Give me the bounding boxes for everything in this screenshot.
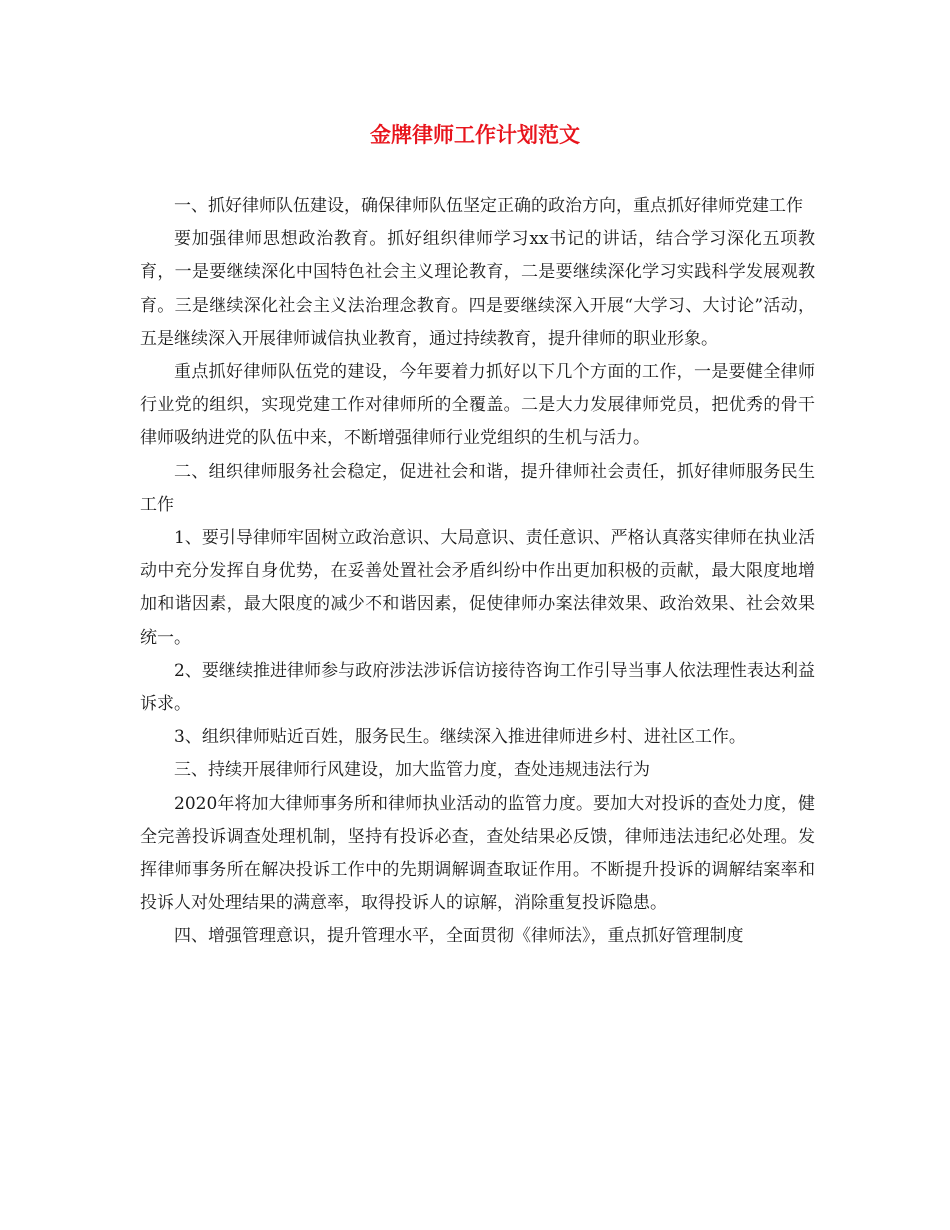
paragraph-8: 三、持续开展律师行风建设，加大监管力度，查处违规违法行为 (174, 760, 650, 781)
document-title: 金牌律师工作计划范文 (370, 122, 580, 147)
paragraph-1: 一、抓好律师队伍建设，确保律师队伍坚定正确的政治方向，重点抓好律师党建工作 (174, 196, 803, 216)
paragraph-4: 二、组织律师服务社会稳定，促进社会和谐，提升律师社会责任，抓好律师服务民生工作 (140, 461, 815, 515)
paragraph-3: 重点抓好律师队伍党的建设，今年要着力抓好以下几个方面的工作，一是要健全律师行业党的组织，实现党建工作对律师所的全覆盖。二是大力发展律师党员，把优秀的骨干律师吸纳进党的队伍中来，不断增强律师行业党组织的生机与活力。 (140, 362, 815, 449)
paragraph-5: 1、要引导律师牢固树立政治意识、大局意识、责任意识、严格认真落实律师在执业活动中充分发挥自身优势，在妥善处置社会矛盾纠纷中作出更加积极的贡献，最大限度地增加和谐因素，最大限度的减少不和谐因素，促使律师办案法律效果、政治效果、社会效果统一。 (140, 528, 815, 648)
paragraph-10: 四、增强管理意识，提升管理水平，全面贯彻《律师法》，重点抓好管理制度 (174, 926, 744, 947)
paragraph-9: 2020年将加大律师事务所和律师执业活动的监管力度。要加大对投诉的查处力度，健全完善投诉调查处理机制，坚持有投诉必查，查处结果必反馈，律师违法违纪必处理。发挥律师事务所在解决投诉工作中的先期调解调查取证作用。不断提升投诉的调解结案率和投诉人对处理结果的满意率，取得投诉人的谅解，消除重复投诉隐患。 (140, 793, 815, 914)
paragraph-7: 3、组织律师贴近百姓，服务民生。继续深入推进律师进乡村、进社区工作。 (174, 727, 746, 748)
document-body (140, 190, 815, 954)
paragraph-2: 要加强律师思想政治教育。抓好组织律师学习xx书记的讲话，结合学习深化五项教育，一是要继续深化中国特色社会主义理论教育，二是要继续深化学习实践科学发展观教育。三是继续深化社会主义法治理念教育。四是要继续深入开展“大学习、大讨论”活动，五是继续深入开展律师诚信执业教育，通过持续教育，提升律师的职业形象。 (140, 229, 815, 349)
paragraph-6: 2、要继续推进律师参与政府涉法涉诉信访接待咨询工作引导当事人依法理性表达利益诉求。 (140, 660, 815, 715)
